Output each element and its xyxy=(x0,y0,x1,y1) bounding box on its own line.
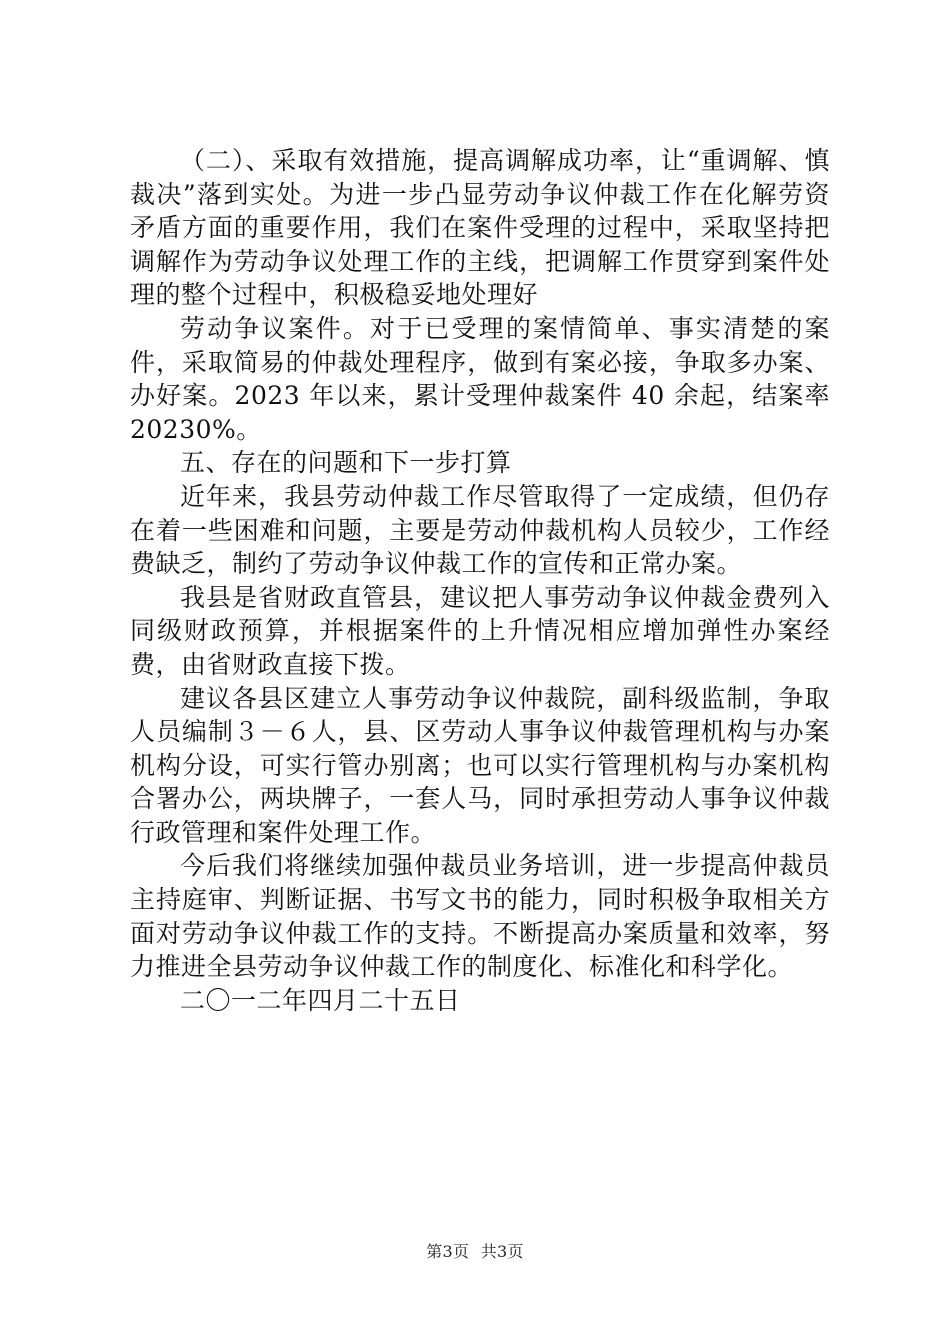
paragraph-difficulties: 近年来，我县劳动仲裁工作尽管取得了一定成绩，但仍存在着一些困难和问题，主要是劳动仲裁机构人员较少，工作经费缺乏，制约了劳动争议仲裁工作的宣传和正常办案。 xyxy=(130,481,830,579)
paragraph-case-stats: 劳动争议案件。对于已受理的案情简单、事实清楚的案件，采取简易的仲裁处理程序，做到有案必接，争取多办案、办好案。2023 年以来，累计受理仲裁案件 40 余起，结案率20230%。 xyxy=(130,313,830,444)
page-total: 共3页 xyxy=(480,1242,524,1261)
paragraph-future-plans: 今后我们将继续加强仲裁员业务培训，进一步提高仲裁员主持庭审、判断证据、书写文书的能力，同时积极争取相关方面对劳动争议仲裁工作的支持。不断提高办案质量和效率，努力推进全县劳动争议仲裁工作的制度化、标准化和科学化。 xyxy=(130,851,830,982)
document-body xyxy=(130,144,830,1017)
section-heading-problems: 五、存在的问题和下一步打算 xyxy=(180,448,512,478)
paragraph-institution-proposal: 建议各县区建立人事劳动争议仲裁院，副科级监制，争取人员编制３－６人，县、区劳动人事争议仲裁管理机构与办案机构分设，可实行管办别离；也可以实行管理机构与办案机构合署办公，两块牌子，一套人马，同时承担劳动人事争议仲裁行政管理和案件处理工作。 xyxy=(130,683,830,847)
document-date: 二〇一二年四月二十五日 xyxy=(180,985,461,1015)
paragraph-budget-proposal: 我县是省财政直管县，建议把人事劳动争议仲裁金费列入同级财政预算，并根据案件的上升情况相应增加弹性办案经费，由省财政直接下拨。 xyxy=(130,582,830,679)
page-footer xyxy=(0,1242,950,1262)
page-number: 第3页 xyxy=(426,1242,470,1261)
paragraph-mediation: （二）、采取有效措施，提高调解成功率，让“重调解、慎裁决”落到实处。为进一步凸显劳动争议仲裁工作在化解劳资矛盾方面的重要作用，我们在案件受理的过程中，采取坚持把调解作为劳动争议处理工作的主线，把调解工作贯穿到案件处理的整个过程中，积极稳妥地处理好 xyxy=(130,146,830,310)
